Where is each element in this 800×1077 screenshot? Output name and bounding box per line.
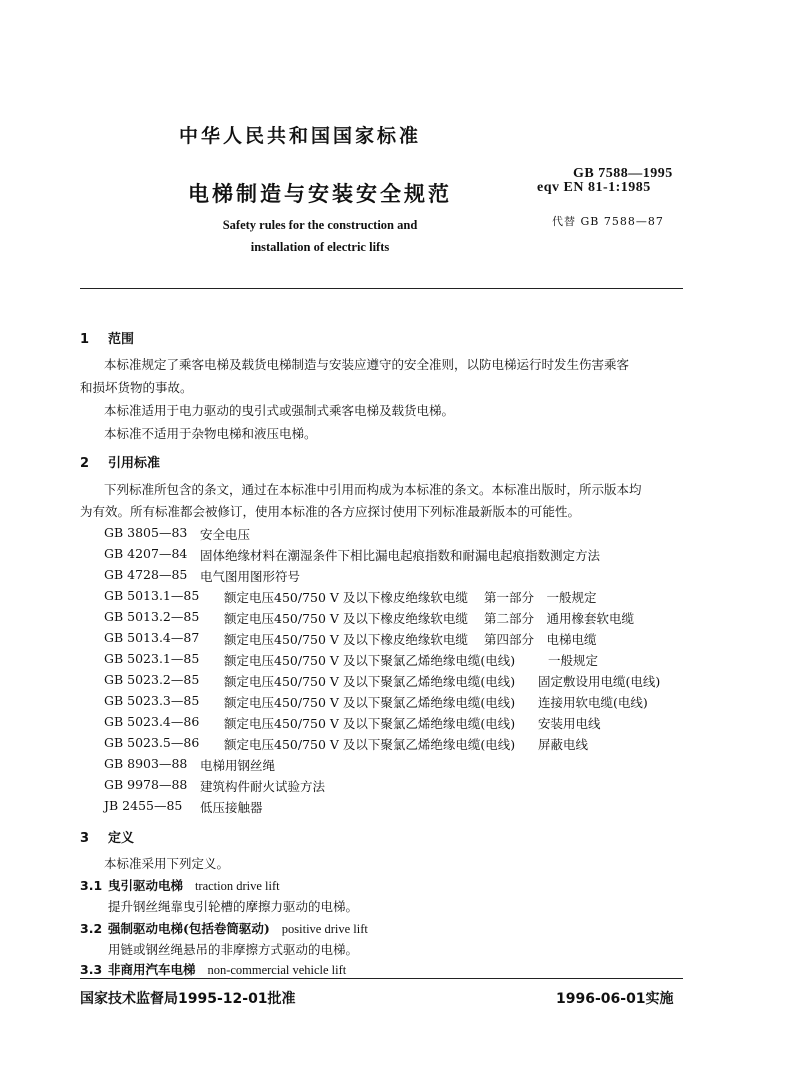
effective-date: 1996-06-01实施: [556, 991, 674, 1007]
issuing-org: 中华人民共和国国家标准: [178, 125, 421, 147]
reference-item: [104, 525, 694, 540]
ref-name: 额定电压450/750 V 及以下聚氯乙烯绝缘电缆(电线): [224, 695, 516, 710]
ref-name: 额定电压450/750 V 及以下聚氯乙烯绝缘电缆(电线): [224, 716, 516, 731]
reference-item: [104, 714, 694, 729]
approval-date: 国家技术监督局1995-12-01批准: [80, 991, 296, 1007]
section-title: 定义: [108, 831, 135, 846]
ref-name: 安全电压: [200, 527, 251, 542]
definition-number: 3.1: [80, 878, 103, 893]
document-title: 电梯制造与安装安全规范: [188, 182, 452, 206]
definition-3-1-desc: 提升钢丝绳靠曳引轮槽的摩擦力驱动的电梯。: [108, 899, 359, 914]
definition-3-1: [80, 876, 280, 894]
ref-code: GB 5013.1—85: [104, 588, 200, 603]
definition-term: 曳引驱动电梯: [108, 878, 184, 893]
standard-number: GB 7588—1995: [573, 166, 673, 181]
reference-item: [104, 567, 694, 582]
ref-code: GB 5023.2—85: [104, 672, 200, 687]
ref-code: GB 5023.1—85: [104, 651, 200, 666]
s1-paragraph-1b: 和损坏货物的事故。: [80, 380, 193, 395]
equivalent-standard: eqv EN 81-1:1985: [537, 180, 651, 195]
section-title: 范围: [108, 332, 135, 347]
ref-name: 额定电压450/750 V 及以下聚氯乙烯绝缘电缆(电线): [224, 653, 516, 668]
ref-part: 第二部分 通用橡套软电缆: [484, 611, 635, 626]
ref-code: GB 5023.5—86: [104, 735, 200, 750]
ref-name: 额定电压450/750 V 及以下聚氯乙烯绝缘电缆(电线): [224, 737, 516, 752]
ref-name: 固体绝缘材料在潮湿条件下相比漏电起痕指数和耐漏电起痕指数测定方法: [200, 548, 601, 563]
ref-code: GB 9978—88: [104, 777, 188, 792]
ref-name: 电气图用图形符号: [200, 569, 301, 584]
ref-part: 连接用软电缆(电线): [538, 695, 648, 710]
reference-item: [104, 672, 694, 687]
section-title: 引用标准: [108, 456, 161, 471]
definition-term: 强制驱动电梯(包括卷筒驱动): [108, 921, 270, 936]
s1-paragraph-2: 本标准适用于电力驱动的曳引式或强制式乘客电梯及载货电梯。: [104, 403, 455, 418]
ref-code: GB 5023.3—85: [104, 693, 200, 708]
ref-code: GB 4207—84: [104, 546, 188, 561]
ref-code: GB 3805—83: [104, 525, 188, 540]
section-1-heading: [80, 328, 134, 347]
definition-3-2: [80, 919, 368, 937]
definition-3-3: [80, 960, 346, 978]
ref-code: GB 8903—88: [104, 756, 188, 771]
ref-part: 安装用电线: [538, 716, 601, 731]
section-number: 1: [80, 332, 90, 347]
ref-part: 固定敷设用电缆(电线): [538, 674, 661, 689]
english-title-line-1: Safety rules for the construction and: [222, 218, 418, 232]
ref-name: 额定电压450/750 V 及以下聚氯乙烯绝缘电缆(电线): [224, 674, 516, 689]
ref-part: 第四部分 电梯电缆: [484, 632, 597, 647]
section-number: 3: [80, 831, 90, 846]
ref-part: 一般规定: [548, 653, 599, 668]
reference-item: [104, 588, 694, 603]
reference-item: [104, 777, 694, 792]
ref-code: GB 5013.2—85: [104, 609, 200, 624]
ref-part: 屏蔽电线: [538, 737, 589, 752]
ref-name: 额定电压450/750 V 及以下橡皮绝缘软电缆: [224, 632, 468, 647]
ref-code: GB 4728—85: [104, 567, 188, 582]
ref-name: 建筑构件耐火试验方法: [200, 779, 326, 794]
section-2-heading: [80, 452, 160, 471]
footer-divider: [80, 978, 683, 979]
definition-term-en: positive drive lift: [281, 922, 368, 936]
definition-term-en: traction drive lift: [194, 879, 280, 893]
ref-name: 额定电压450/750 V 及以下橡皮绝缘软电缆: [224, 611, 468, 626]
reference-item: [104, 798, 694, 813]
definition-3-2-desc: 用链或钢丝绳悬吊的非摩擦方式驱动的电梯。: [108, 942, 359, 957]
reference-item: [104, 651, 694, 666]
ref-name: 额定电压450/750 V 及以下橡皮绝缘软电缆: [224, 590, 468, 605]
definition-term: 非商用汽车电梯: [108, 962, 196, 977]
s1-paragraph-3: 本标准不适用于杂物电梯和液压电梯。: [104, 426, 317, 441]
ref-part: 第一部分 一般规定: [484, 590, 597, 605]
ref-name: 电梯用钢丝绳: [200, 758, 276, 773]
reference-item: [104, 735, 694, 750]
replaces-standard: 代替 GB 7588—87: [552, 215, 664, 228]
section-3-heading: [80, 827, 134, 846]
ref-code: GB 5023.4—86: [104, 714, 200, 729]
reference-item: [104, 756, 694, 771]
definition-number: 3.2: [80, 921, 103, 936]
section-number: 2: [80, 456, 90, 471]
definition-term-en: non-commercial vehicle lift: [207, 963, 347, 977]
english-title-line-2: installation of electric lifts: [250, 240, 390, 254]
s3-intro: 本标准采用下列定义。: [104, 856, 230, 871]
definition-number: 3.3: [80, 962, 103, 977]
reference-item: [104, 546, 694, 561]
ref-code: JB 2455—85: [104, 798, 183, 813]
header-divider: [80, 288, 683, 289]
ref-code: GB 5013.4—87: [104, 630, 200, 645]
reference-item: [104, 609, 694, 624]
s2-paragraph-1b: 为有效。所有标准都会被修订，使用本标准的各方应探讨使用下列标准最新版本的可能性。: [80, 504, 581, 519]
s2-paragraph-1a: 下列标准所包含的条文，通过在本标准中引用而构成为本标准的条文。本标准出版时，所示版本均: [104, 482, 642, 497]
reference-item: [104, 693, 694, 708]
ref-name: 低压接触器: [200, 800, 263, 815]
reference-item: [104, 630, 694, 645]
s1-paragraph-1a: 本标准规定了乘客电梯及载货电梯制造与安装应遵守的安全准则，以防电梯运行时发生伤害乘客: [104, 357, 630, 372]
